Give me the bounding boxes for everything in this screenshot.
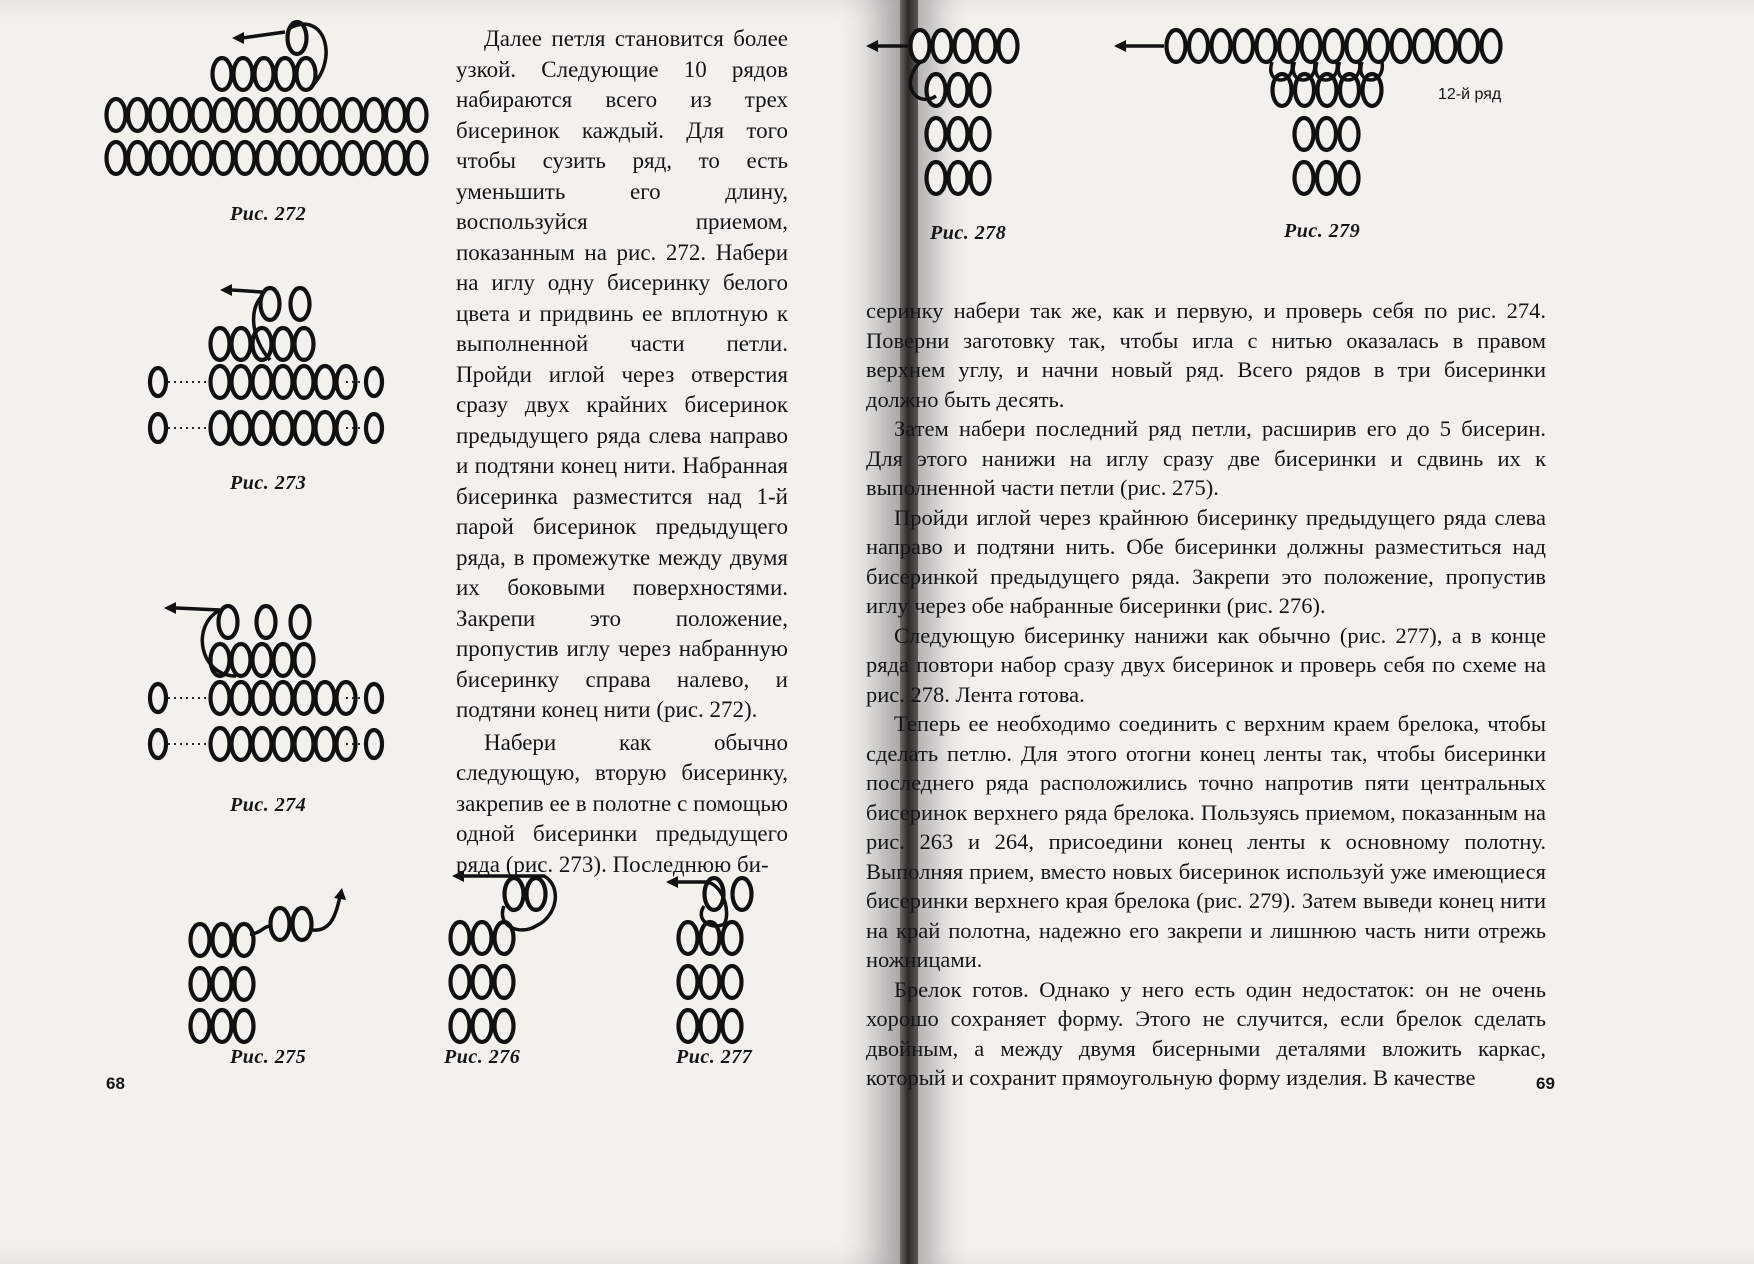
thread-line [232,290,262,292]
thread-line [176,608,220,610]
arrow-icon [334,888,346,900]
bead-icon [971,118,990,150]
bead-icon [366,730,382,758]
bead-icon [235,1010,254,1042]
right-paragraph-1: серинку набери так же, как и первую, и проверь себя по рис. 274. Поверни заготовку так, чтобы игла с нитью оказалась в правом верхнем углу, и начни новый ряд. Всего рядов в три бисеринки должно быть десять. [866,298,1546,412]
bead-icon [211,366,230,398]
bead-icon [1317,162,1336,194]
bead-icon [701,1010,720,1042]
figure-278 [858,16,1038,206]
bead-icon [295,644,314,676]
caption-fig275: Рис. 275 [230,1046,307,1068]
bead-icon [150,368,166,396]
bead-icon [213,1010,232,1042]
bead-icon [214,99,233,131]
bead-icon [211,412,230,444]
bead-icon [235,968,254,1000]
bead-icon [343,99,362,131]
bead-icon [232,644,251,676]
bead-icon [679,1010,698,1042]
bead-icon [279,142,298,174]
bead-icon [316,366,335,398]
bead-icon [253,682,272,714]
bead-icon [295,682,314,714]
bead-icon [253,366,272,398]
bead-icon [1459,30,1478,62]
caption-fig278: Рис. 278 [930,222,1007,244]
bead-icon [316,728,335,760]
bead-icon [293,908,312,940]
arrow-icon [164,602,176,614]
bead-icon [1257,30,1276,62]
bead-icon [723,922,742,954]
arrow-icon [220,284,232,296]
bead-icon [933,30,952,62]
bead-icon [295,412,314,444]
bead-icon [291,606,310,638]
arrow-icon [1114,40,1126,52]
bead-icon [1369,30,1388,62]
bead-icon [150,414,166,442]
caption-fig276: Рис. 276 [444,1046,521,1068]
figure-276 [440,866,580,1046]
bead-icon [971,162,990,194]
page-number-left: 68 [106,1074,125,1093]
bead-icon [211,728,230,760]
bead-icon [911,30,930,62]
left-paragraph-2: Набери как обычно следующую, вторую бисеринку, закрепив ее в полотне с помощью одной бисеринки предыдущего ряда (рис. 273). Последнюю би- [456,729,788,877]
bead-icon [495,1010,514,1042]
bead-icon [213,968,232,1000]
bead-icon [1234,30,1253,62]
bead-icon [451,1010,470,1042]
bead-icon [261,288,280,320]
bead-icon [295,366,314,398]
bead-icon [191,924,210,956]
bead-icon [1189,30,1208,62]
bead-icon [274,644,293,676]
bead-icon [1167,30,1186,62]
bead-icon [171,142,190,174]
bead-icon [733,878,752,910]
caption-fig273: Рис. 273 [230,472,307,494]
bead-icon [219,606,238,638]
bead-icon [495,966,514,998]
bead-icon [473,966,492,998]
bead-icon [213,924,232,956]
bead-icon [473,1010,492,1042]
row-label-12: 12-й ряд [1438,86,1502,103]
bead-icon [253,412,272,444]
bead-icon [366,368,382,396]
bead-icon [255,58,274,90]
bead-icon [274,412,293,444]
bead-icon [107,142,126,174]
bead-icon [701,966,720,998]
bead-icon [386,99,405,131]
bead-icon [527,878,546,910]
bead-icon [971,74,990,106]
figure-277 [664,866,774,1046]
bead-icon [279,99,298,131]
bead-icon [451,966,470,998]
bead-icon [366,684,382,712]
figure-279 [1096,16,1556,206]
bead-icon [316,682,335,714]
figure-272 [100,10,440,210]
bead-icon [128,99,147,131]
bead-icon [274,728,293,760]
bead-icon [949,118,968,150]
bead-icon [1317,118,1336,150]
bead-icon [451,922,470,954]
right-paragraph-5: Теперь ее необходимо соединить с верхним краем брелока, чтобы сделать петлю. Для этого отогни конец ленты так, чтобы бисеринки последнего ряда расположились точно напротив пяти центральных бисеринок верхнего ряда брелока. Пользуясь приемом, показанным на рис. 263 и 264, присоедини конец ленты к основному полотну. Выполняя прием, вместо новых бисеринок используй уже имеющиеся бисеринки верхнего края брелока (рис. 279). Затем выведи конец нити на край полотна, надежно его закрепи и лишнюю часть нити отрежь ножницами. [866,711,1546,972]
bead-icon [253,644,272,676]
bead-icon [257,99,276,131]
arrow-icon [866,40,878,52]
bead-icon [253,728,272,760]
bead-icon [505,878,524,910]
bead-icon [1437,30,1456,62]
bead-icon [316,412,335,444]
bead-icon [408,142,427,174]
bead-icon [271,908,290,940]
bead-icon [191,968,210,1000]
bead-icon [723,966,742,998]
bead-icon [386,142,405,174]
bead-icon [1347,30,1366,62]
bead-icon [1212,30,1231,62]
right-paragraph-3: Пройди иглой через крайнюю бисеринку предыдущего ряда слева направо и подтяни нить. Обе бисеринки должны разместиться над бисеринкой предыдущего ряда. Закрепи это положение, пропустив иглу через обе набранные бисеринки (рис. 276). [866,504,1546,618]
bead-icon [274,328,293,360]
bead-icon [257,142,276,174]
bead-icon [977,30,996,62]
bead-icon [955,30,974,62]
bead-icon [236,99,255,131]
bead-icon [274,366,293,398]
bead-icon [1302,30,1321,62]
bead-icon [927,74,946,106]
bead-icon [211,682,230,714]
right-paragraph-4: Следующую бисеринку нанижи как обычно (рис. 277), а в конце ряда повтори набор сразу двух бисеринок и проверь себя по схеме на рис. 278. Лента готова. [866,622,1546,707]
left-text-column [456,24,788,880]
right-paragraph-6: Брелок готов. Однако у него есть один недостаток: он не очень хорошо сохраняет форму. Этого не случится, если брелок сделать двойным, а между двумя бисерными деталями вложить каркас, который и сохранит прямоугольную форму изделия. В качестве [866,976,1546,1090]
bead-icon [232,412,251,444]
bead-icon [365,142,384,174]
bead-icon [232,682,251,714]
bead-icon [949,162,968,194]
bead-icon [107,99,126,131]
right-paragraph-2: Затем набери последний ряд петли, расширив его до 5 бисерин. Для этого нанижи на иглу сразу две бисеринки и сдвинь их к выполненной части петли (рис. 275). [866,416,1546,500]
bead-icon [949,74,968,106]
bead-icon [366,414,382,442]
right-page [866,0,1754,1264]
bead-icon [150,99,169,131]
bead-icon [1324,30,1343,62]
bead-icon [927,162,946,194]
figure-274 [140,596,400,776]
bead-icon [300,142,319,174]
bead-icon [999,30,1018,62]
caption-fig279: Рис. 279 [1284,220,1361,242]
bead-icon [150,730,166,758]
bead-icon [1295,162,1314,194]
bead-icon [295,328,314,360]
bead-icon [214,142,233,174]
bead-icon [234,58,253,90]
bead-icon [365,99,384,131]
bead-icon [276,58,295,90]
right-text-column [866,296,1546,1093]
bead-icon [343,142,362,174]
bead-icon [322,99,341,131]
bead-icon [213,58,232,90]
caption-fig277: Рис. 277 [676,1046,753,1068]
arrow-icon [232,32,244,44]
bead-icon [232,366,251,398]
bead-icon [291,288,310,320]
caption-fig272: Рис. 272 [230,203,307,225]
bead-icon [171,99,190,131]
left-paragraph-1: Далее петля становится более узкой. Следующие 10 рядов набираются всего из трех бисеринок каждый. Для того чтобы сузить ряд, то есть уменьшить его длину, воспользуйся приемом, показанным на рис. 272. Набери на иглу одну бисеринку белого цвета и придвинь ее вплотную к выполненной части петли. Пройди иглой через отверстия сразу двух крайних бисеринок предыдущего ряда слева направо и подтяни конец нити. Набранная бисеринка разместится над 1-й парой бисеринок предыдущего ряда, в промежутке между двумя их боковыми поверхностями. Закрепи это положение, пропустив иглу через набранную бисеринку справа налево, и подтяни конец нити (рис. 272). [456,26,788,722]
bead-icon [1482,30,1501,62]
bead-icon [300,99,319,131]
bead-icon [1340,118,1359,150]
bead-icon [408,99,427,131]
bead-icon [257,606,276,638]
bead-icon [235,924,254,956]
bead-icon [236,142,255,174]
bead-icon [679,922,698,954]
page-number-right: 69 [1536,1074,1555,1093]
bead-icon [322,142,341,174]
bead-icon [150,684,166,712]
bead-icon [1295,118,1314,150]
bead-icon [193,99,212,131]
figure-273 [140,280,400,460]
bead-icon [211,328,230,360]
bead-icon [295,728,314,760]
bead-icon [679,966,698,998]
bead-icon [193,142,212,174]
bead-icon [150,142,169,174]
bead-icon [128,142,147,174]
caption-fig274: Рис. 274 [230,794,307,816]
bead-icon [1414,30,1433,62]
bead-icon [473,922,492,954]
thread-line [242,32,285,38]
bead-icon [1392,30,1411,62]
thread-line [312,896,340,930]
bead-icon [274,682,293,714]
bead-icon [232,728,251,760]
bead-icon [1279,30,1298,62]
bead-icon [232,328,251,360]
bead-icon [927,118,946,150]
bead-icon [1340,162,1359,194]
figure-275 [180,876,360,1046]
bead-icon [191,1010,210,1042]
bead-icon [723,1010,742,1042]
